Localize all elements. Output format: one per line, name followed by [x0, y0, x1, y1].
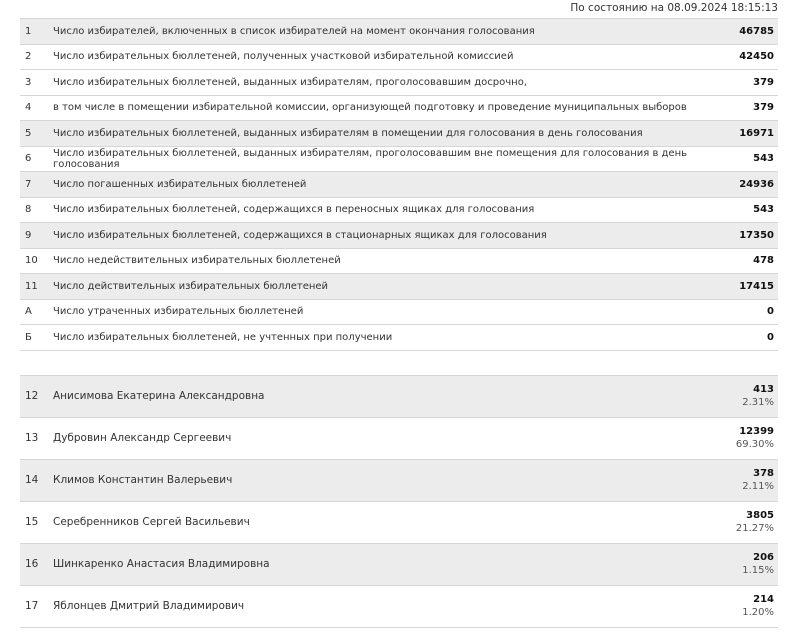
row-label: в том числе в помещении избирательной комиссии, организующей подготовку и проведение муниципальных выборов	[47, 95, 708, 121]
row-label: Число избирательных бюллетеней, не учтенных при получении	[47, 325, 708, 351]
candidate-row	[20, 543, 778, 585]
candidate-votes: 3805	[746, 510, 774, 521]
row-label: Число действительных избирательных бюллетеней	[47, 274, 708, 300]
candidate-result	[708, 417, 778, 459]
row-label: Число погашенных избирательных бюллетеней	[47, 172, 708, 198]
row-number: 1	[20, 19, 47, 45]
candidate-row	[20, 459, 778, 501]
row-number: 11	[20, 274, 47, 300]
candidate-row	[20, 501, 778, 543]
candidate-name: Серебренников Сергей Васильевич	[47, 501, 708, 543]
row-number: А	[20, 299, 47, 325]
candidate-number: 16	[20, 543, 47, 585]
row-number: 9	[20, 223, 47, 249]
row-value: 543	[708, 146, 778, 172]
candidate-name: Анисимова Екатерина Александровна	[47, 375, 708, 417]
candidate-result	[708, 585, 778, 627]
candidate-result	[708, 375, 778, 417]
table-row	[20, 172, 778, 198]
row-number: 7	[20, 172, 47, 198]
results-table	[20, 18, 778, 628]
row-number: 4	[20, 95, 47, 121]
row-value: 42450	[708, 44, 778, 70]
candidate-row	[20, 375, 778, 417]
candidate-row	[20, 417, 778, 459]
row-value: 0	[708, 325, 778, 351]
table-row	[20, 274, 778, 300]
candidate-percent: 21.27%	[735, 523, 774, 534]
table-row	[20, 248, 778, 274]
row-label: Число избирательных бюллетеней, выданных избирателям, проголосовавшим досрочно,	[47, 70, 708, 96]
candidate-number: 14	[20, 459, 47, 501]
candidate-row	[20, 585, 778, 627]
row-label: Число избирательных бюллетеней, содержащихся в переносных ящиках для голосования	[47, 197, 708, 223]
row-number: Б	[20, 325, 47, 351]
table-row	[20, 19, 778, 45]
candidate-name: Климов Константин Валерьевич	[47, 459, 708, 501]
row-label: Число избирателей, включенных в список избирателей на момент окончания голосования	[47, 19, 708, 45]
row-label: Число утраченных избирательных бюллетеней	[47, 299, 708, 325]
table-row	[20, 325, 778, 351]
candidate-votes: 413	[753, 384, 774, 395]
row-value: 46785	[708, 19, 778, 45]
row-label: Число избирательных бюллетеней, содержащихся в стационарных ящиках для голосования	[47, 223, 708, 249]
candidate-votes: 378	[753, 468, 774, 479]
table-row	[20, 95, 778, 121]
table-row	[20, 299, 778, 325]
candidate-number: 17	[20, 585, 47, 627]
candidate-number: 13	[20, 417, 47, 459]
candidate-result	[708, 543, 778, 585]
row-label: Число избирательных бюллетеней, выданных избирателям в помещении для голосования в день голосования	[47, 121, 708, 147]
status-timestamp: По состоянию на 08.09.2024 18:15:13	[570, 2, 778, 14]
row-label: Число недействительных избирательных бюллетеней	[47, 248, 708, 274]
empty-cell	[20, 350, 778, 375]
candidate-name: Яблонцев Дмитрий Владимирович	[47, 585, 708, 627]
row-number: 2	[20, 44, 47, 70]
row-value: 17415	[708, 274, 778, 300]
row-label: Число избирательных бюллетеней, полученных участковой избирательной комиссией	[47, 44, 708, 70]
candidate-percent: 2.11%	[742, 481, 774, 492]
section-divider-row	[20, 350, 778, 375]
row-number: 10	[20, 248, 47, 274]
candidate-percent: 1.15%	[742, 565, 774, 576]
candidate-percent: 69.30%	[735, 439, 774, 450]
row-value: 24936	[708, 172, 778, 198]
candidate-number: 15	[20, 501, 47, 543]
table-row	[20, 197, 778, 223]
row-number: 5	[20, 121, 47, 147]
row-label: Число избирательных бюллетеней, выданных избирателям, проголосовавшим вне помещения для голосования в день голосования	[47, 146, 708, 172]
row-value: 16971	[708, 121, 778, 147]
table-row	[20, 121, 778, 147]
table-row	[20, 44, 778, 70]
row-value: 379	[708, 70, 778, 96]
candidate-percent: 1.20%	[742, 607, 774, 618]
row-number: 3	[20, 70, 47, 96]
candidate-name: Дубровин Александр Сергеевич	[47, 417, 708, 459]
row-value: 379	[708, 95, 778, 121]
row-value: 0	[708, 299, 778, 325]
row-number: 6	[20, 146, 47, 172]
candidate-votes: 206	[753, 552, 774, 563]
table-row	[20, 223, 778, 249]
candidate-number: 12	[20, 375, 47, 417]
candidate-votes: 214	[753, 594, 774, 605]
candidate-result	[708, 501, 778, 543]
row-value: 478	[708, 248, 778, 274]
row-value: 17350	[708, 223, 778, 249]
row-value: 543	[708, 197, 778, 223]
candidate-percent: 2.31%	[742, 397, 774, 408]
table-row	[20, 70, 778, 96]
candidate-result	[708, 459, 778, 501]
candidate-votes: 12399	[739, 426, 774, 437]
table-row	[20, 146, 778, 172]
row-number: 8	[20, 197, 47, 223]
candidate-name: Шинкаренко Анастасия Владимировна	[47, 543, 708, 585]
